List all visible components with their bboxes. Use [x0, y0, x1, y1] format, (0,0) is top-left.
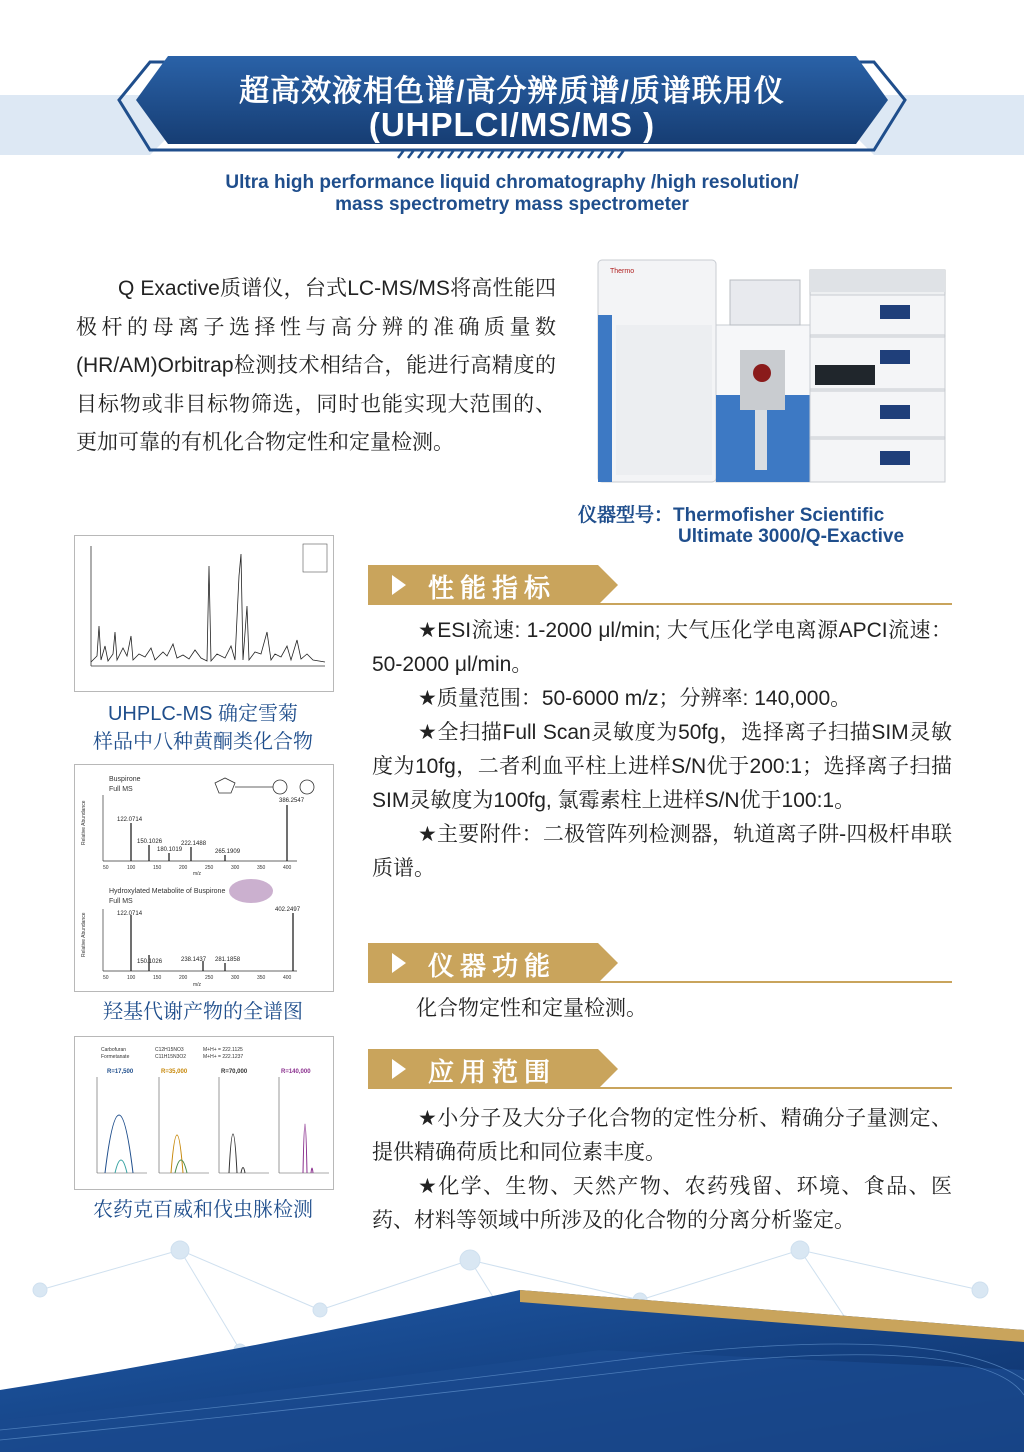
- x-tick: 100: [127, 865, 136, 871]
- spec-flow-rate: ★ESI流速: 1-2000 μl/min; 大气压化学电离源APCI流速：50-2000 μl/min。: [372, 619, 952, 676]
- x-tick: 150: [153, 975, 162, 981]
- compound-name: Formetanate: [101, 1054, 130, 1060]
- chromatogram-plot: [75, 536, 333, 691]
- peak-label: 386.2547: [279, 798, 305, 804]
- peak-label: 281.1858: [215, 957, 241, 963]
- resolution-label: R=140,000: [281, 1069, 311, 1075]
- pesticide-spectra-plot: [75, 1037, 333, 1189]
- x-tick: 100: [127, 975, 136, 981]
- x-tick: 250: [205, 975, 214, 981]
- section-title: 应用范围: [428, 1057, 557, 1087]
- formula: C11H15N3O2: [155, 1054, 187, 1060]
- figure-1-caption-line-1: UHPLC-MS 确定雪菊: [107, 703, 298, 725]
- x-tick: 50: [103, 975, 109, 981]
- figure-3-caption: 农药克百威和伐虫脒检测: [93, 1199, 313, 1221]
- peak-label: 402.2497: [275, 907, 301, 913]
- function-text: [416, 992, 946, 1026]
- resolution-label: R=17,500: [107, 1069, 134, 1075]
- figure-2-caption: 羟基代谢产物的全谱图: [103, 1001, 303, 1023]
- x-tick: 400: [283, 975, 292, 981]
- y-axis-label: Relative Abundance: [81, 912, 87, 957]
- subtitle-line-2: mass spectrometry mass spectrometer: [335, 194, 689, 215]
- mass: M+H+ = 222.1237: [203, 1054, 244, 1060]
- chromatogram-figure: [74, 535, 334, 692]
- mass: M+H+ = 222.1125: [203, 1047, 243, 1053]
- application-paragraph-2: ★化学、生物、天然产物、农药残留、环境、食品、医药、材料等领域中所涉及的化合物的分离分析鉴定。: [372, 1175, 952, 1232]
- y-axis-label: Relative Abundance: [81, 800, 87, 845]
- application-text: [372, 1102, 952, 1238]
- metabolite-spectra-figure: [74, 764, 334, 992]
- x-tick: 300: [231, 975, 240, 981]
- peak-label: 150.1026: [137, 839, 163, 845]
- x-tick: 400: [283, 865, 292, 871]
- model-label: 仪器型号：Thermofisher Scientific: [578, 505, 885, 526]
- bottom-spectrum-subtitle: Full MS: [109, 898, 133, 905]
- bottom-spectrum-title: Hydroxylated Metabolite of Buspirone: [109, 888, 226, 895]
- peak-label: 265.1909: [215, 849, 241, 855]
- page-title: 超高效液相色谱/高分辨质谱/质谱联用仪: [239, 75, 785, 108]
- brand-logo: Thermo: [610, 268, 635, 275]
- function-paragraph: 化合物定性和定量检测。: [416, 997, 647, 1020]
- peak-label: 238.1437: [181, 957, 207, 963]
- top-spectrum-title: Buspirone: [109, 776, 141, 783]
- peak-label: 150.1026: [137, 959, 163, 965]
- spec-mass-range: ★质量范围：50-6000 m/z；分辨率: 140,000。: [418, 687, 852, 710]
- peak-label: 222.1488: [181, 841, 207, 847]
- compound-name: Carbofuran: [101, 1047, 127, 1053]
- bottom-decoration: [0, 1230, 1024, 1452]
- performance-specs: [372, 614, 952, 886]
- spec-sensitivity: ★全扫描Full Scan灵敏度为50fg，选择离子扫描SIM灵敏度为10fg，二者利血平柱上进样S/N优于200:1；选择离子扫描 SIM灵敏度为100fg, 氯霉素柱上进样S/N优于100:1。: [372, 721, 952, 812]
- figure-1-caption-line-2: 样品中八种黄酮类化合物: [93, 731, 313, 753]
- x-axis-label: m/z: [193, 871, 202, 877]
- x-tick: 150: [153, 865, 162, 871]
- x-tick: 300: [231, 865, 240, 871]
- x-tick: 350: [257, 975, 266, 981]
- application-paragraph-1: ★小分子及大分子化合物的定性分析、精确分子量测定、提供精确荷质比和同位素丰度。: [372, 1107, 952, 1164]
- formula: C12H15NO3: [155, 1047, 184, 1053]
- page-title-abbrev: (UHPLCI/MS/MS ): [368, 106, 656, 143]
- x-tick: 50: [103, 865, 109, 871]
- peak-label: 180.1019: [157, 847, 183, 853]
- figure-1-caption: [74, 700, 332, 756]
- resolution-label: R=35,000: [161, 1069, 188, 1075]
- metabolite-spectra-plot: [75, 765, 333, 991]
- intro-text: Q Exactive质谱仪，台式LC-MS/MS将高性能四极杆的母离子选择性与高分辨的准确质量数(HR/AM)Orbitrap检测技术相结合，能进行高精度的目标物或非目标物筛选，同时也能实现大范围的、更加可靠的有机化合物定性和定量检测。: [76, 277, 556, 454]
- instrument-photo: [590, 255, 955, 490]
- peak-label: 122.0714: [117, 817, 143, 823]
- section-title: 仪器功能: [428, 951, 557, 981]
- spec-accessories: ★主要附件：二极管阵列检测器，轨道离子阱-四极杆串联质谱。: [372, 823, 952, 880]
- x-axis-label: m/z: [193, 982, 202, 988]
- section-title: 性能指标: [428, 573, 557, 603]
- subtitle-line-1: Ultra high performance liquid chromatography /high resolution/: [225, 172, 799, 193]
- model-name: Ultimate 3000/Q-Exactive: [678, 526, 905, 547]
- x-tick: 250: [205, 865, 214, 871]
- resolution-label: R=70,000: [221, 1069, 248, 1075]
- pesticide-spectra-figure: [74, 1036, 334, 1190]
- intro-paragraph: [76, 270, 556, 463]
- x-tick: 350: [257, 865, 266, 871]
- peak-label: 122.0714: [117, 911, 143, 917]
- top-spectrum-subtitle: Full MS: [109, 786, 133, 793]
- x-tick: 200: [179, 975, 188, 981]
- x-tick: 200: [179, 865, 188, 871]
